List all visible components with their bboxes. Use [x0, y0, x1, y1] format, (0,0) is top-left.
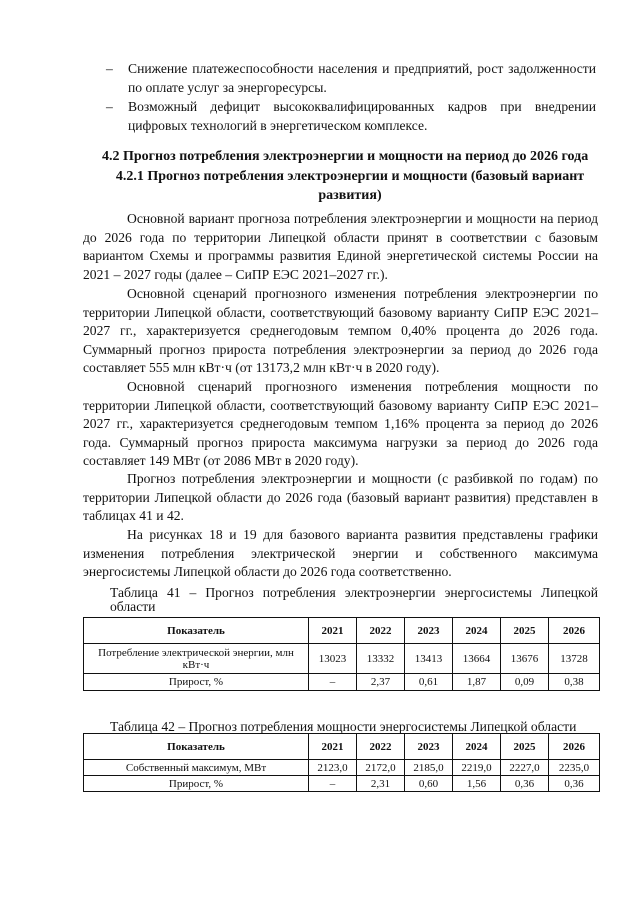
paragraph: Основной сценарий прогнозного изменения потребления мощности по территории Липецкой области, соответствующий базовому варианту СиПР ЕЭС 2021–2027 гг., характеризуется среднегодовым темпом 1,16% процента за период до 2026 года. Суммарный прогноз прироста максимума нагрузки за период до 2026 года составляет 149 МВт (от 2086 МВт в 2020 году).	[83, 379, 598, 469]
table-row	[84, 644, 600, 674]
table-row	[84, 674, 600, 691]
row-label-cell: Прирост, %	[84, 674, 309, 691]
table-cell: –	[309, 674, 357, 691]
table-cell: 2,31	[357, 776, 405, 792]
table-row	[84, 776, 600, 792]
header-cell: 2025	[501, 734, 549, 760]
table-cell: 13664	[453, 644, 501, 674]
table-cell: 13676	[501, 644, 549, 674]
header-cell: Показатель	[84, 618, 309, 644]
table-cell: 0,60	[405, 776, 453, 792]
table-cell: 13413	[405, 644, 453, 674]
table-cell: 0,36	[549, 776, 600, 792]
bullet-item: – Снижение платежеспособности населения и предприятий, рост задолженности по оплате услуг за энергоресурсы.	[106, 61, 596, 95]
header-cell: 2022	[357, 618, 405, 644]
table-cell: 13728	[549, 644, 600, 674]
table-cell: 13023	[309, 644, 357, 674]
table-cell: 2219,0	[453, 760, 501, 776]
header-cell: 2024	[453, 734, 501, 760]
table-row	[84, 760, 600, 776]
table-cell: 2123,0	[309, 760, 357, 776]
table-42-power-forecast	[83, 733, 600, 792]
bullet-marker: –	[106, 99, 113, 114]
paragraph: На рисунках 18 и 19 для базового варианта развития представлены графики изменения потребления электрической энергии и собственного максимума энергосистемы Липецкой области до 2026 года соответственно.	[83, 527, 598, 580]
table-cell: 2,37	[357, 674, 405, 691]
header-cell: 2023	[405, 734, 453, 760]
header-cell: 2022	[357, 734, 405, 760]
paragraph: Основной вариант прогноза потребления электроэнергии и мощности на период до 2026 года по территории Липецкой области принят в соответствии с базовым вариантом Схемы и программы развития Единой энергетической системы России на 2021 – 2027 годы (далее – СиПР ЕЭС 2021–2027 гг.).	[83, 211, 598, 282]
header-cell: 2025	[501, 618, 549, 644]
table-42-caption: Таблица 42 – Прогноз потребления мощности энергосистемы Липецкой области	[110, 719, 577, 734]
table-cell: 0,38	[549, 674, 600, 691]
header-cell: 2023	[405, 618, 453, 644]
paragraph: Прогноз потребления электроэнергии и мощности (с разбивкой по годам) по территории Липецкой области до 2026 года (базовый вариант развития) представлен в таблицах 41 и 42.	[83, 471, 598, 524]
table-header-row	[84, 618, 600, 644]
header-cell: 2026	[549, 618, 600, 644]
table-cell: 0,09	[501, 674, 549, 691]
section-heading: 4.2 Прогноз потребления электроэнергии и мощности на период до 2026 года	[102, 149, 589, 164]
table-cell: 13332	[357, 644, 405, 674]
table-cell: 2227,0	[501, 760, 549, 776]
header-cell: 2021	[309, 734, 357, 760]
table-cell: –	[309, 776, 357, 792]
table-41-caption: Таблица 41 – Прогноз потребления электроэнергии энергосистемы Липецкой области	[110, 585, 598, 614]
header-cell: 2026	[549, 734, 600, 760]
table-41-electricity-forecast	[83, 617, 600, 691]
paragraph: Основной сценарий прогнозного изменения потребления электроэнергии по территории Липецкой области, соответствующий базовому варианту СиПР ЕЭС 2021–2027 гг., характеризуется среднегодовым темпом 0,40% процента до 2026 года. Суммарный прогноз прироста потребления электроэнергии за период до 2026 года составляет 555 млн кВт·ч (от 13173,2 млн кВт·ч в 2020 году).	[83, 286, 598, 376]
table-cell: 2235,0	[549, 760, 600, 776]
header-cell: 2024	[453, 618, 501, 644]
table-cell: 2185,0	[405, 760, 453, 776]
subsection-heading: 4.2.1 Прогноз потребления электроэнергии и мощности (базовый вариант развития)	[115, 169, 585, 203]
header-cell: Показатель	[84, 734, 309, 760]
bullet-item: – Возможный дефицит высококвалифицированных кадров при внедрении цифровых технологий в энергетическом комплексе.	[106, 99, 596, 133]
table-cell: 0,36	[501, 776, 549, 792]
table-header-row	[84, 734, 600, 760]
row-label-cell: Прирост, %	[84, 776, 309, 792]
table-cell: 1,56	[453, 776, 501, 792]
bullet-marker: –	[106, 61, 113, 76]
table-cell: 0,61	[405, 674, 453, 691]
table-cell: 2172,0	[357, 760, 405, 776]
row-label-cell: Потребление электрической энергии, млн кВт·ч	[84, 644, 309, 674]
risk-bullet-list	[106, 60, 596, 136]
table-cell: 1,87	[453, 674, 501, 691]
row-label-cell: Собственный максимум, МВт	[84, 760, 309, 776]
header-cell: 2021	[309, 618, 357, 644]
